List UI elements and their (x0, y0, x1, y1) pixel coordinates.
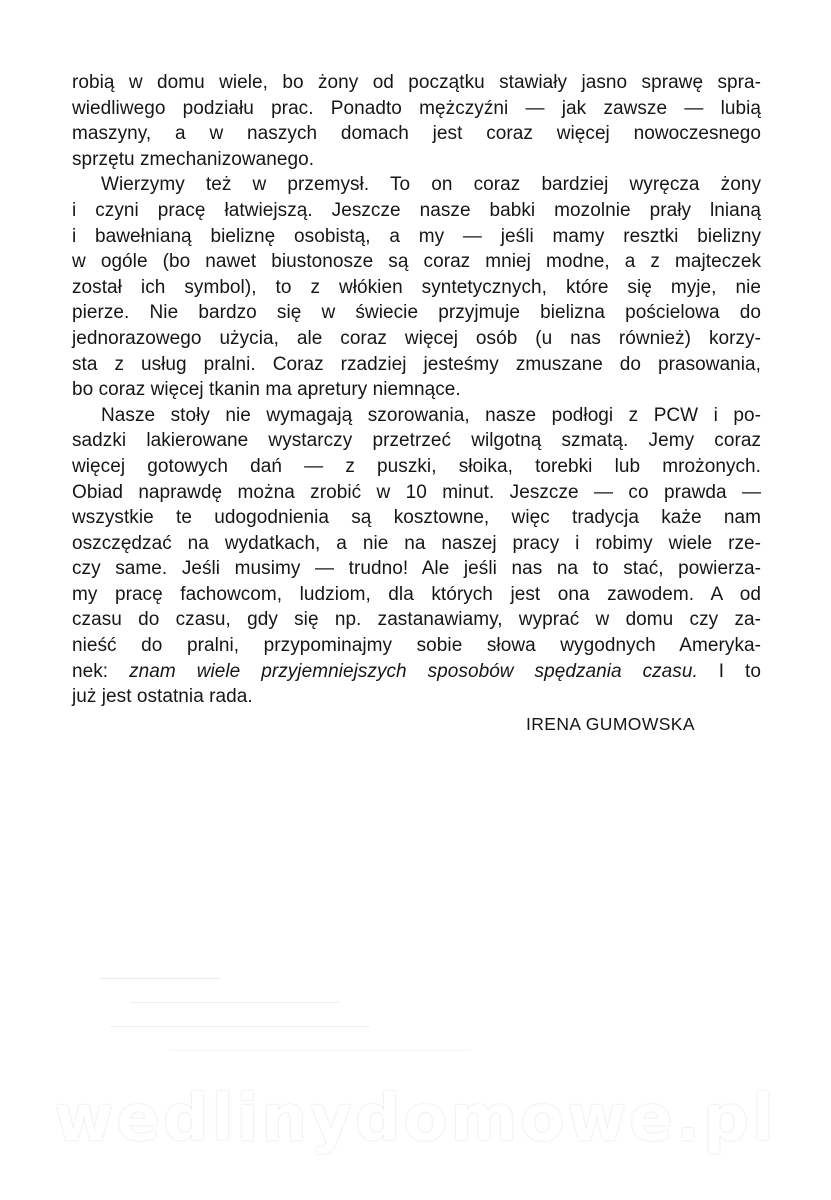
text-line: i bawełnianą bieliznę osobistą, a my — jeśli mamy resztki bielizny (72, 225, 761, 247)
text-line: został ich symbol), to z włókien syntetycznych, które się myje, nie (72, 276, 761, 298)
text-line: czasu do czasu, gdy się np. zastanawiamy, wyprać w domu czy za- (72, 609, 761, 631)
text-line: wiedliwego podziału prac. Ponadto mężczyźni — jak zawsze — lubią (72, 97, 761, 119)
text-line: sprzętu zmechanizowanego. (72, 148, 315, 170)
text-line: więcej gotowych dań — z puszki, słoika, torebki lub mrożonych. (72, 455, 761, 477)
italic-quote: znam wiele przyjemniejszych sposobów spędzania czasu. (129, 660, 698, 682)
text-line: i czyni pracę łatwiejszą. Jeszcze nasze babki mozolnie prały lnianą (72, 199, 761, 221)
quote-prefix: nek: (72, 660, 130, 682)
text-line: bo coraz więcej tkanin ma apretury niemnące. (72, 379, 461, 401)
text-line: oszczędzać na wydatkach, a nie na naszej pracy i robimy wiele rze- (72, 532, 761, 554)
scan-noise (90, 960, 550, 1070)
text-line: jednorazowego użycia, ale coraz więcej osób (u nas również) korzy- (72, 327, 761, 349)
text-line: sadzki lakierowane wystarczy przetrzeć wilgotną szmatą. Jemy coraz (72, 430, 761, 452)
text-line: pierze. Nie bardzo się w świecie przyjmuje bielizna pościelowa do (72, 302, 761, 324)
text-fragment: nieść do pralni, przypominajmy sobie słowa wygodnych Ameryka- (72, 635, 761, 657)
author-signature: IRENA GUMOWSKA (526, 714, 695, 734)
text-line: Nasze stoły nie wymagają szorowania, nasze podłogi z PCW i po- (101, 404, 761, 426)
watermark: wedlinydomowe.pl (54, 1082, 777, 1156)
article-body (72, 70, 761, 710)
text-line: maszyny, a w naszych domach jest coraz więcej nowoczesnego (72, 123, 761, 145)
quote-line (72, 659, 761, 685)
text-line: czy same. Jeśli musimy — trudno! Ale jeśli nas na to stać, powierza- (72, 558, 761, 580)
text-line: sta z usług pralni. Coraz rzadziej jesteśmy zmuszane do prasowania, (72, 353, 761, 375)
text-line: w ogóle (bo nawet biustonosze są coraz mniej modne, a z majteczek (72, 251, 761, 273)
text-line: Wierzymy też w przemysł. To on coraz bardziej wyręcza żony (101, 174, 761, 196)
text-line: Obiad naprawdę można zrobić w 10 minut. Jeszcze — co prawda — (72, 481, 761, 503)
quote-suffix: I to (697, 660, 761, 682)
text-line: robią w domu wiele, bo żony od początku stawiały jasno sprawę spra- (72, 72, 761, 93)
text-line: wszystkie te udogodnienia są kosztowne, więc tradycja każe nam (72, 507, 761, 529)
text-line: my pracę fachowcom, ludziom, dla których jest ona zawodem. A od (72, 583, 761, 605)
text-line (72, 633, 761, 659)
text-line: już jest ostatnia rada. (72, 686, 253, 708)
